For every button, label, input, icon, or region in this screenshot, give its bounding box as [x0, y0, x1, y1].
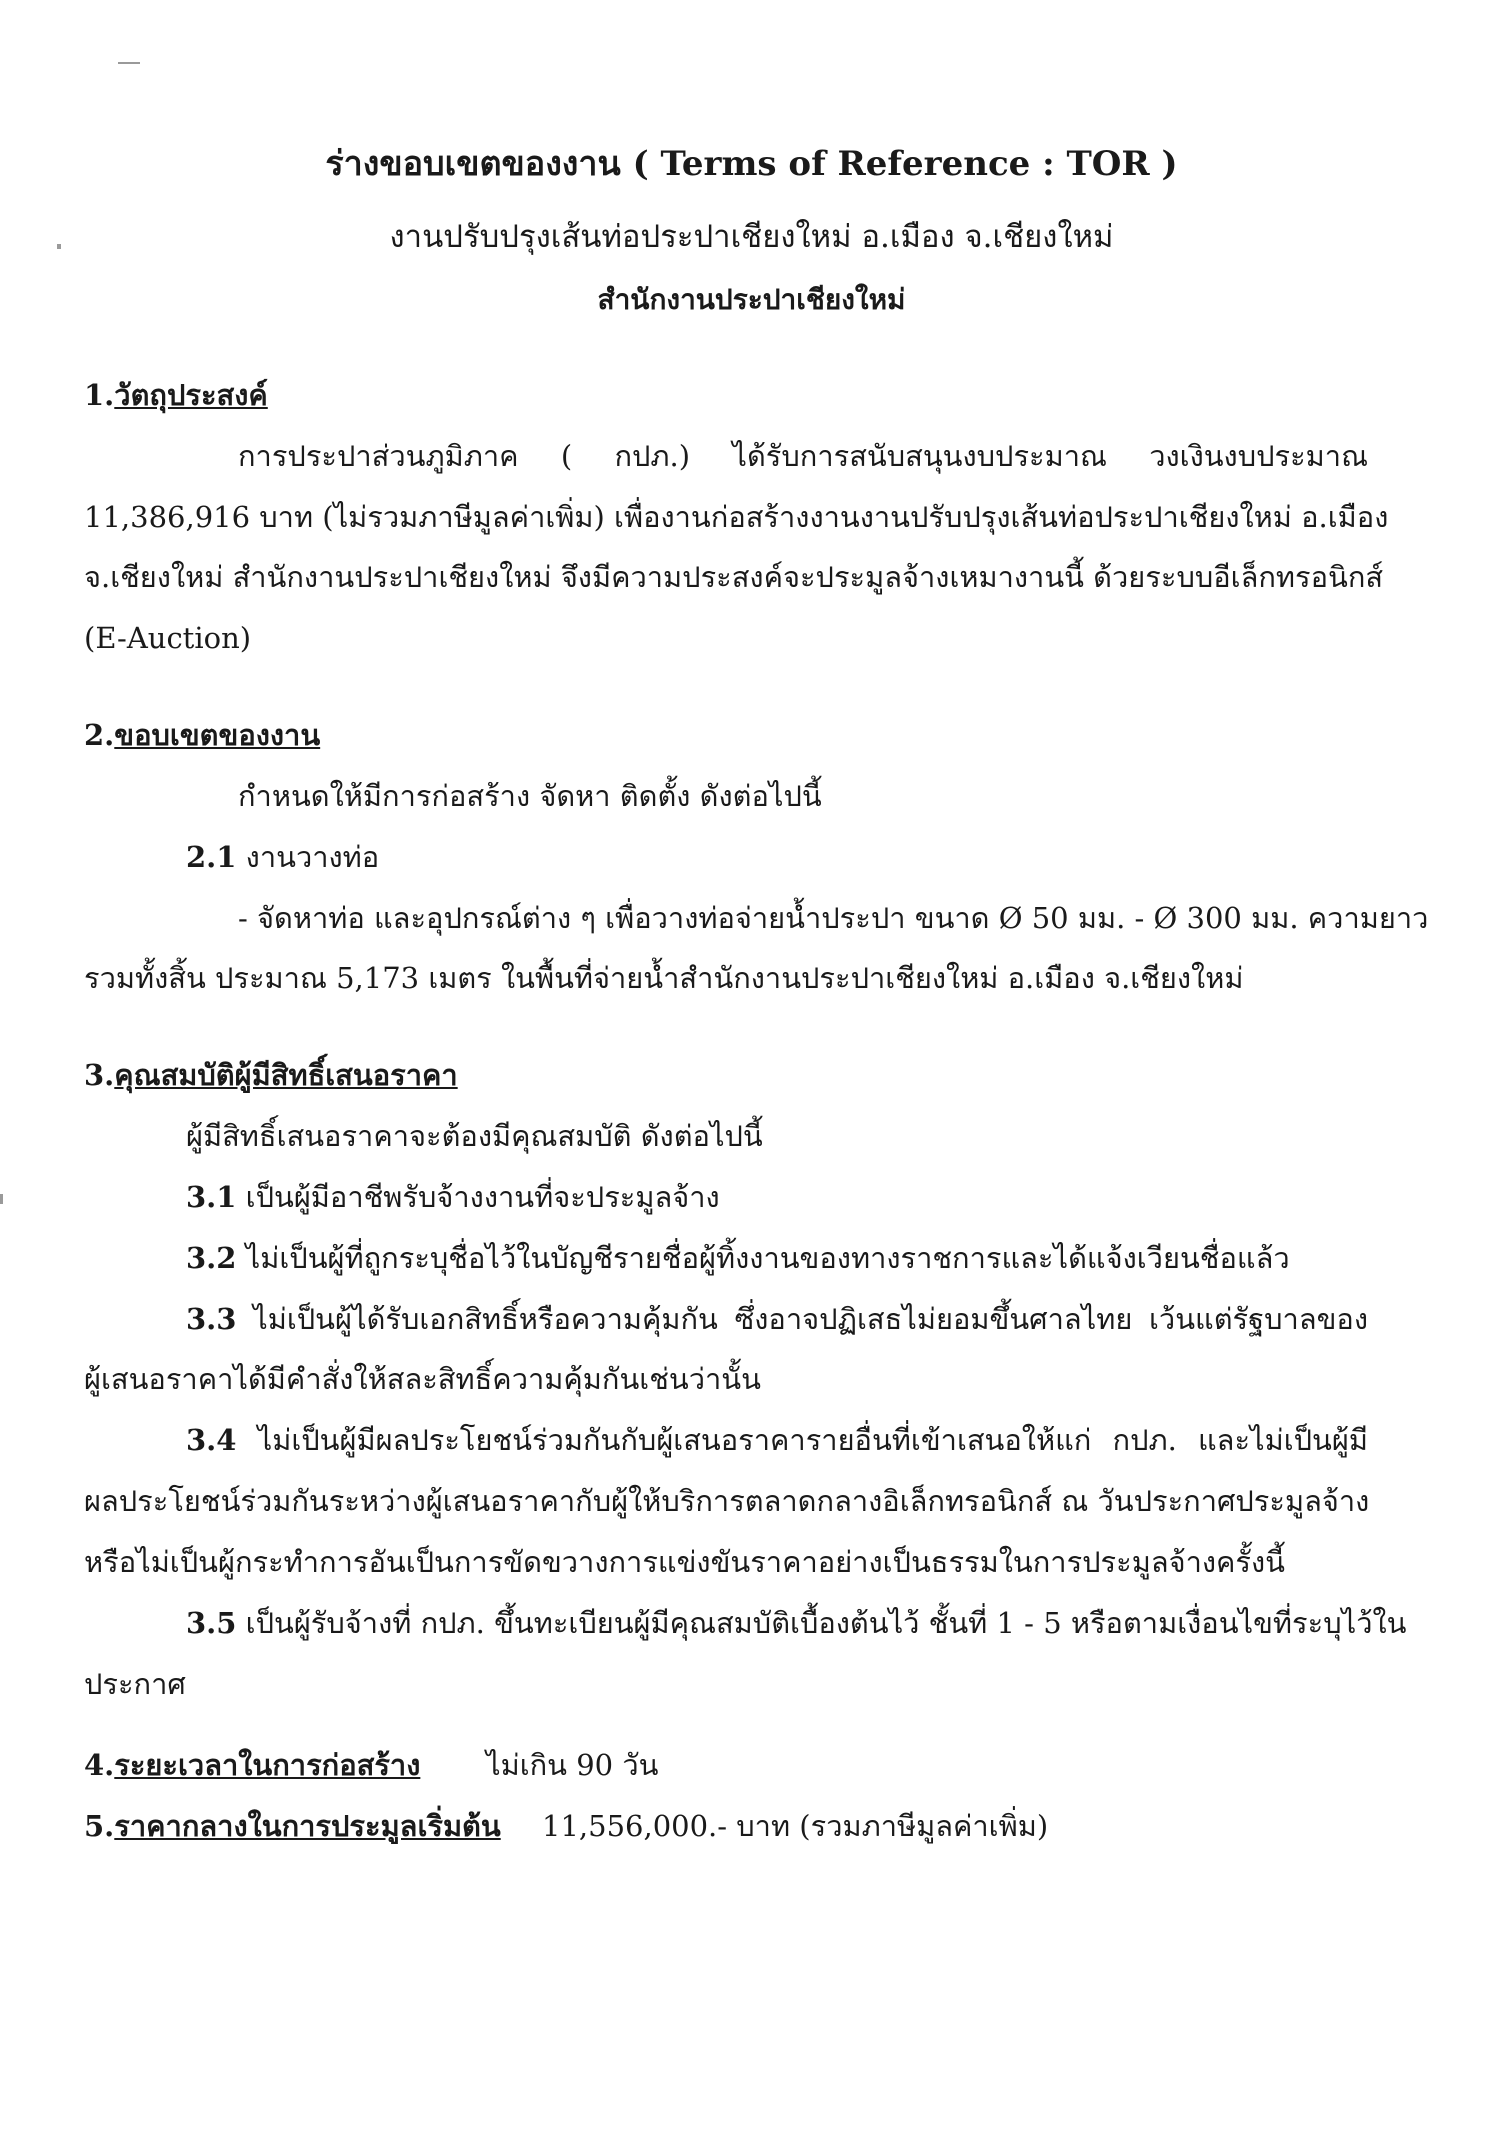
section-3-5-item [186, 1603, 1407, 1643]
section-3-heading [84, 1055, 458, 1095]
scan-speck [0, 1194, 3, 1204]
section-2-number: 2. [84, 718, 115, 752]
section-3-4-number: 3.4 [186, 1423, 237, 1457]
section-3-1-number: 3.1 [186, 1180, 237, 1214]
section-3-number: 3. [84, 1058, 115, 1092]
section-2-intro: กำหนดให้มีการก่อสร้าง จัดหา ติดตั้ง ดังต่อไปนี้ [238, 779, 822, 813]
section-3-2-item [186, 1238, 1290, 1278]
section-2-title: ขอบเขตของงาน [114, 718, 321, 752]
section-4-heading [84, 1745, 420, 1785]
section-3-4-text-2: ผลประโยชน์ร่วมกันระหว่างผู้เสนอราคากับผู้ให้บริการตลาดกลางอิเล็กทรอนิกส์ ณ วันประกาศประมูลจ้าง [84, 1484, 1370, 1518]
section-1-line-2: 11,386,916 บาท (ไม่รวมภาษีมูลค่าเพิ่ม) เพื่องานก่อสร้างงานงานปรับปรุงเส้นท่อประปาเชียงใหม่ อ.เมือง [84, 500, 1389, 534]
section-3-4-text-1: ไม่เป็นผู้มีผลประโยชน์ร่วมกันกับผู้เสนอราคารายอื่นที่เข้าเสนอให้แก่ กปภ. และไม่เป็นผู้มี [257, 1423, 1368, 1457]
section-3-2-text: ไม่เป็นผู้ที่ถูกระบุชื่อไว้ในบัญชีรายชื่อผู้ทิ้งงานของทางราชการและได้แจ้งเวียนชื่อแล้ว [245, 1241, 1290, 1275]
scan-speck [118, 62, 140, 64]
section-2-1-title: งานวางท่อ [245, 840, 380, 874]
section-4-title: ระยะเวลาในการก่อสร้าง [114, 1748, 421, 1782]
section-2-line-1: - จัดหาท่อ และอุปกรณ์ต่าง ๆ เพื่อวางท่อจ่ายน้ำประปา ขนาด Ø 50 มม. - Ø 300 มม. ความยาว [238, 901, 1429, 935]
section-2-heading [84, 715, 320, 755]
section-3-5-number: 3.5 [186, 1606, 237, 1640]
section-5-heading [84, 1806, 501, 1846]
section-1-line-4: (E-Auction) [84, 621, 252, 655]
project-subtitle: งานปรับปรุงเส้นท่อประปาเชียงใหม่ อ.เมือง จ.เชียงใหม่ [389, 219, 1114, 255]
section-1-title: วัตถุประสงค์ [114, 378, 268, 412]
section-3-5-text-2: ประกาศ [84, 1667, 186, 1701]
section-4-value: ไม่เกิน 90 วัน [486, 1748, 659, 1782]
section-3-4-item [186, 1420, 1368, 1460]
section-1-heading [84, 375, 268, 415]
section-3-intro: ผู้มีสิทธิ์เสนอราคาจะต้องมีคุณสมบัติ ดังต่อไปนี้ [186, 1119, 763, 1153]
section-3-1-text: เป็นผู้มีอาชีพรับจ้างงานที่จะประมูลจ้าง [245, 1180, 720, 1214]
section-5-title: ราคากลางในการประมูลเริ่มต้น [114, 1809, 501, 1843]
section-3-2-number: 3.2 [186, 1241, 237, 1275]
section-3-5-text-1: เป็นผู้รับจ้างที่ กปภ. ขึ้นทะเบียนผู้มีคุณสมบัติเบื้องต้นไว้ ชั้นที่ 1 - 5 หรือตามเงื่อนไขที่ระบุไว้ใน [245, 1606, 1407, 1640]
section-4-number: 4. [84, 1748, 115, 1782]
section-1-number: 1. [84, 378, 115, 412]
section-3-3-text-2: ผู้เสนอราคาได้มีคำสั่งให้สละสิทธิ์ความคุ้มกันเช่นว่านั้น [84, 1362, 761, 1396]
section-2-1-heading [186, 837, 379, 877]
section-5-value: 11,556,000.- บาท (รวมภาษีมูลค่าเพิ่ม) [542, 1809, 1049, 1843]
office-name: สำนักงานประปาเชียงใหม่ [597, 283, 906, 316]
section-2-1-number: 2.1 [186, 840, 237, 874]
section-3-3-number: 3.3 [186, 1302, 237, 1336]
section-3-3-item [186, 1299, 1368, 1339]
section-1-line-1: การประปาส่วนภูมิภาค ( กปภ.) ได้รับการสนับสนุนงบประมาณ วงเงินงบประมาณ [238, 439, 1368, 473]
section-1-line-3: จ.เชียงใหม่ สำนักงานประปาเชียงใหม่ จึงมีความประสงค์จะประมูลจ้างเหมางานนี้ ด้วยระบบอีเล็กทรอนิกส์ [84, 560, 1384, 594]
section-3-3-text-1: ไม่เป็นผู้ได้รับเอกสิทธิ์หรือความคุ้มกัน ซึ่งอาจปฏิเสธไม่ยอมขึ้นศาลไทย เว้นแต่รัฐบาลของ [253, 1302, 1368, 1336]
section-3-title: คุณสมบัติผู้มีสิทธิ์เสนอราคา [114, 1058, 458, 1092]
section-2-line-2: รวมทั้งสิ้น ประมาณ 5,173 เมตร ในพื้นที่จ่ายน้ำสำนักงานประปาเชียงใหม่ อ.เมือง จ.เชียงใหม่ [84, 961, 1244, 995]
document-title: ร่างขอบเขตของงาน ( Terms of Reference : TOR ) [325, 144, 1178, 184]
section-3-4-text-3: หรือไม่เป็นผู้กระทำการอันเป็นการขัดขวางการแข่งขันราคาอย่างเป็นธรรมในการประมูลจ้างครั้งนี้ [84, 1545, 1285, 1579]
section-3-1-item [186, 1177, 720, 1217]
section-5-number: 5. [84, 1809, 115, 1843]
